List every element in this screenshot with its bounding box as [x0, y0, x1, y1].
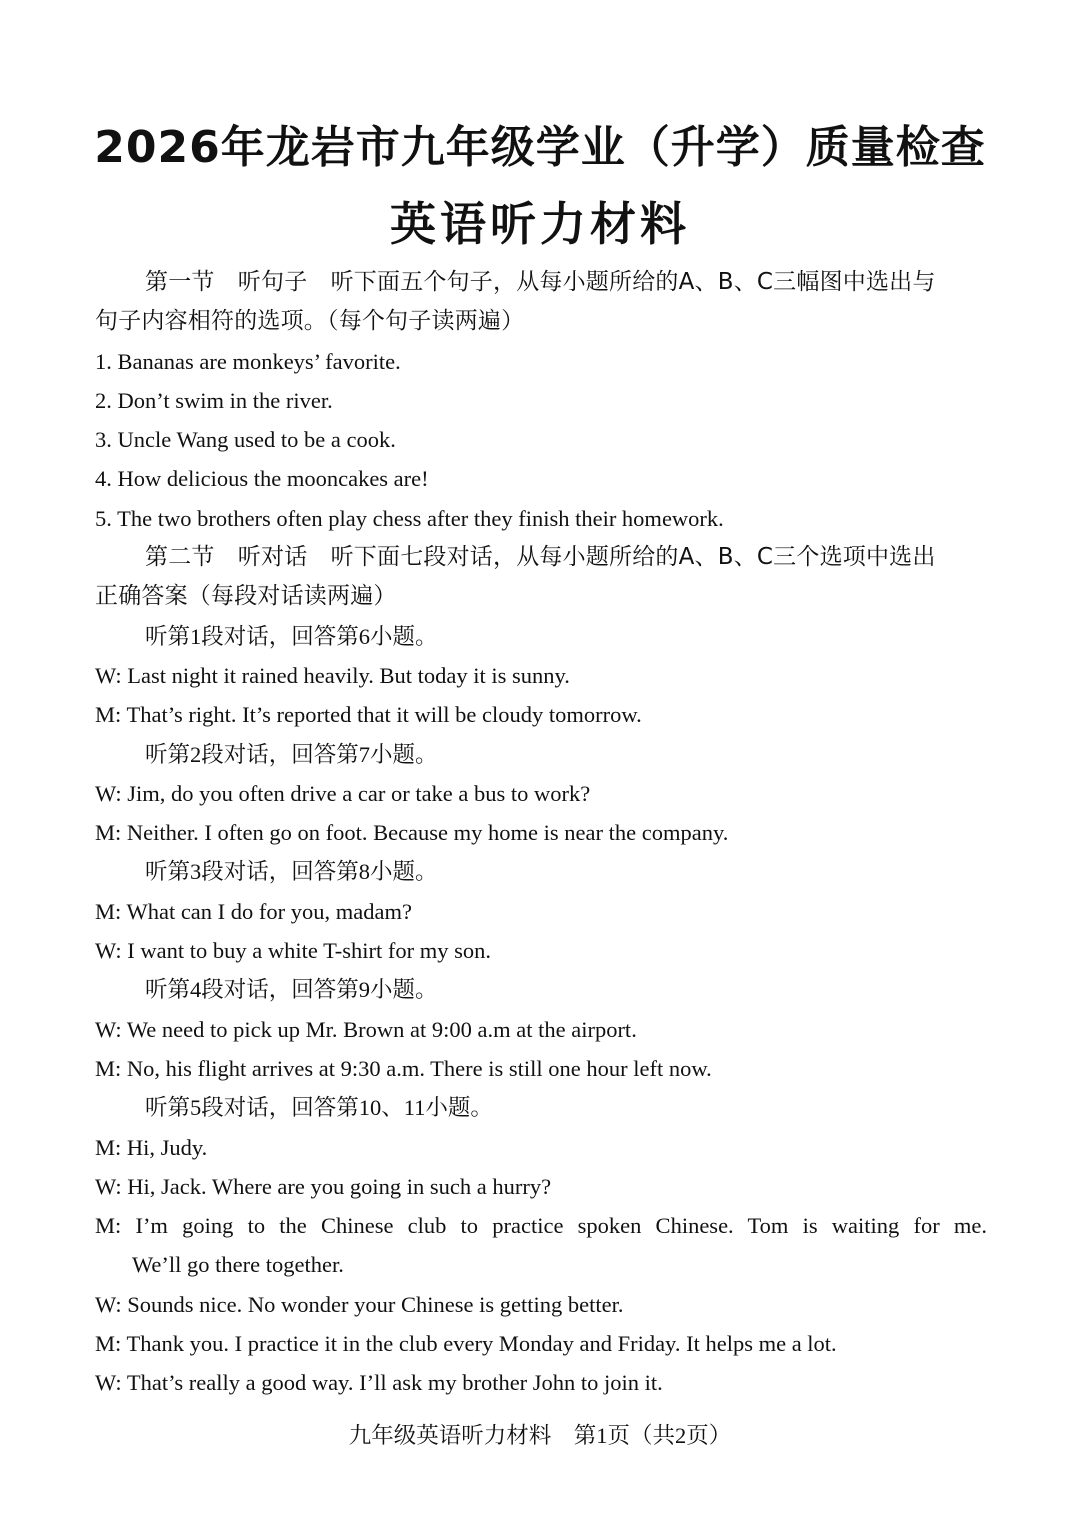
dialogue-2-line-1: W: Jim, do you often drive a car or take a bus to work? — [95, 780, 591, 806]
dialogue-3-line-2: W: I want to buy a white T-shirt for my son. — [95, 938, 491, 964]
dialogue-5-line-4: W: Sounds nice. No wonder your Chinese is getting better. — [95, 1291, 624, 1317]
dialogue-2-line-2: M: Neither. I often go on foot. Because my home is near the company. — [95, 820, 729, 846]
dialogue-5-line-5: M: Thank you. I practice it in the club every Monday and Friday. It helps me a lot. — [95, 1331, 837, 1357]
dialogue-5-cue: 听第5段对话，回答第10、11小题。 — [145, 1095, 493, 1121]
section2-intro-line2: 正确答案（每段对话读两遍） — [95, 583, 397, 610]
dialogue-1-line-2: M: That’s right. It’s reported that it will be cloudy tomorrow. — [95, 702, 642, 728]
dialogue-4-line-1: W: We need to pick up Mr. Brown at 9:00 a.m at the airport. — [95, 1016, 637, 1042]
dialogue-5-line-3-continued: We’ll go there together. — [132, 1252, 344, 1278]
dialogue-3-cue: 听第3段对话，回答第8小题。 — [145, 859, 438, 885]
dialogue-4-cue: 听第4段对话，回答第9小题。 — [145, 977, 438, 1003]
section1-intro-line1: 第一节 听句子 听下面五个句子，从每小题所给的A、B、C三幅图中选出与 — [145, 269, 936, 295]
section1-intro-line2: 句子内容相符的选项。（每个句子读两遍） — [95, 308, 525, 335]
sentence-3: 3. Uncle Wang used to be a cook. — [95, 427, 396, 453]
sentence-2: 2. Don’t swim in the river. — [95, 387, 333, 413]
dialogue-4-line-2: M: No, his flight arrives at 9:30 a.m. There is still one hour left now. — [95, 1055, 712, 1081]
dialogue-5-line-3: M: I’m going to the Chinese club to practice spoken Chinese. Tom is waiting for me. — [95, 1213, 987, 1239]
dialogue-1-line-1: W: Last night it rained heavily. But today it is sunny. — [95, 662, 570, 688]
dialogue-5-line-2: W: Hi, Jack. Where are you going in such a hurry? — [95, 1173, 552, 1199]
sentence-4: 4. How delicious the mooncakes are! — [95, 466, 429, 492]
sentence-5: 5. The two brothers often play chess after they finish their homework. — [95, 505, 724, 531]
page-title: 2026年龙岩市九年级学业（升学）质量检查 — [94, 122, 986, 173]
dialogue-5-line-1: M: Hi, Judy. — [95, 1134, 208, 1160]
dialogue-3-line-1: M: What can I do for you, madam? — [95, 898, 412, 924]
section2-intro-line1: 第二节 听对话 听下面七段对话，从每小题所给的A、B、C三个选项中选出 — [145, 544, 936, 571]
dialogue-2-cue: 听第2段对话，回答第7小题。 — [145, 741, 438, 767]
page-subtitle: 英语听力材料 — [390, 197, 690, 251]
page-content — [95, 263, 987, 1403]
dialogue-5-line-6: W: That’s really a good way. I’ll ask my brother John to join it. — [95, 1370, 663, 1396]
page-footer: 九年级英语听力材料 第1页（共2页） — [348, 1423, 732, 1448]
sentence-1: 1. Bananas are monkeys’ favorite. — [95, 348, 401, 374]
dialogue-1-cue: 听第1段对话，回答第6小题。 — [145, 623, 438, 649]
